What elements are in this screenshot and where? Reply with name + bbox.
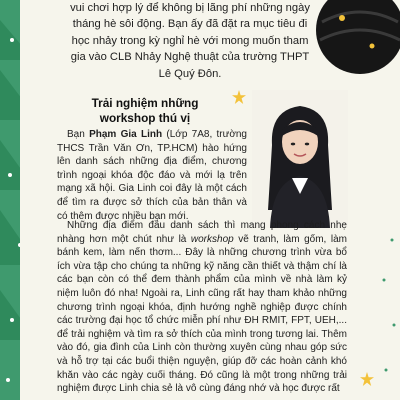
paragraph-workshops [57,219,347,396]
paragraph-intro-linh [57,128,247,223]
intro-line: Lê Quý Đôn. [158,67,222,80]
christmas-ornament-icon [312,0,400,78]
intro-paragraph [40,0,340,82]
section-title-line: Trải nghiệm những [91,96,199,110]
italic-term: workshop [190,233,234,245]
section-title [70,96,220,126]
section-title-line: workshop thú vị [99,111,191,125]
portrait-photo [252,90,348,228]
intro-line: tháng hè sôi động. Bạn ấy đã đặt ra mục tiêu đi [72,18,308,31]
intro-line: gia vào CLB Nhảy Nghệ thuật của trường THPT [70,51,310,64]
snow-dots-decoration [370,230,400,400]
paragraph-text: Bạn [67,129,90,140]
star-icon [232,90,246,104]
intro-line: vui chơi hợp lý để không bị lãng phí những ngày [70,2,310,14]
intro-line: học nhảy trong kỳ nghỉ hè với mong muốn tham [71,34,309,47]
person-name: Phạm Gia Linh [89,129,163,140]
paragraph-text: (Lớp 7A8, trường THCS Trần Văn Ơn, TP.HCM) hào hứng lên danh sách những địa điểm, chương trình ngoại khóa độc đáo và mới lạ trên mạng xã hội. Gia Linh coi đây là một cách để tìm ra được sở thích của bản thân và có thêm được nhiều bạn mới. [57,129,247,222]
paragraph-text: vẽ tranh, làm gốm, làm bánh kem, làm nến thơm... Đây là những chương trình vừa bổ ích vừa tập cho chúng ta những kỹ năng cần thiết và thậm chí là các bạn còn có thể đem thành phẩm của mình về nhà làm kỷ niệm luôn đó nha! Ngoài ra, Linh cũng rất hay tham khảo những chương trình ngoại khóa, định hướng nghề nghiệp được chính các trường đại học tổ chức miễn phí như ĐH RMIT, FPT, UEH,... để trải nghiệm và tìm ra sở thích của mình trong tương lai. Thêm vào đó, gia đình của Linh còn thường xuyên cùng nhau góp sức và hỗ trợ tại các buổi thiện nguyện, giúp đỡ các hoàn cảnh khó khăn vào các ngày cuối tháng. Đó cũng là một trong những trải nghiệm được Linh chia sẻ là vô cùng đáng nhớ và học được rất [57,233,347,395]
paragraph-text: Những địa điểm đầu danh sách thì mang phong cách nhẹ nhàng hơn một chút như là [57,220,347,245]
